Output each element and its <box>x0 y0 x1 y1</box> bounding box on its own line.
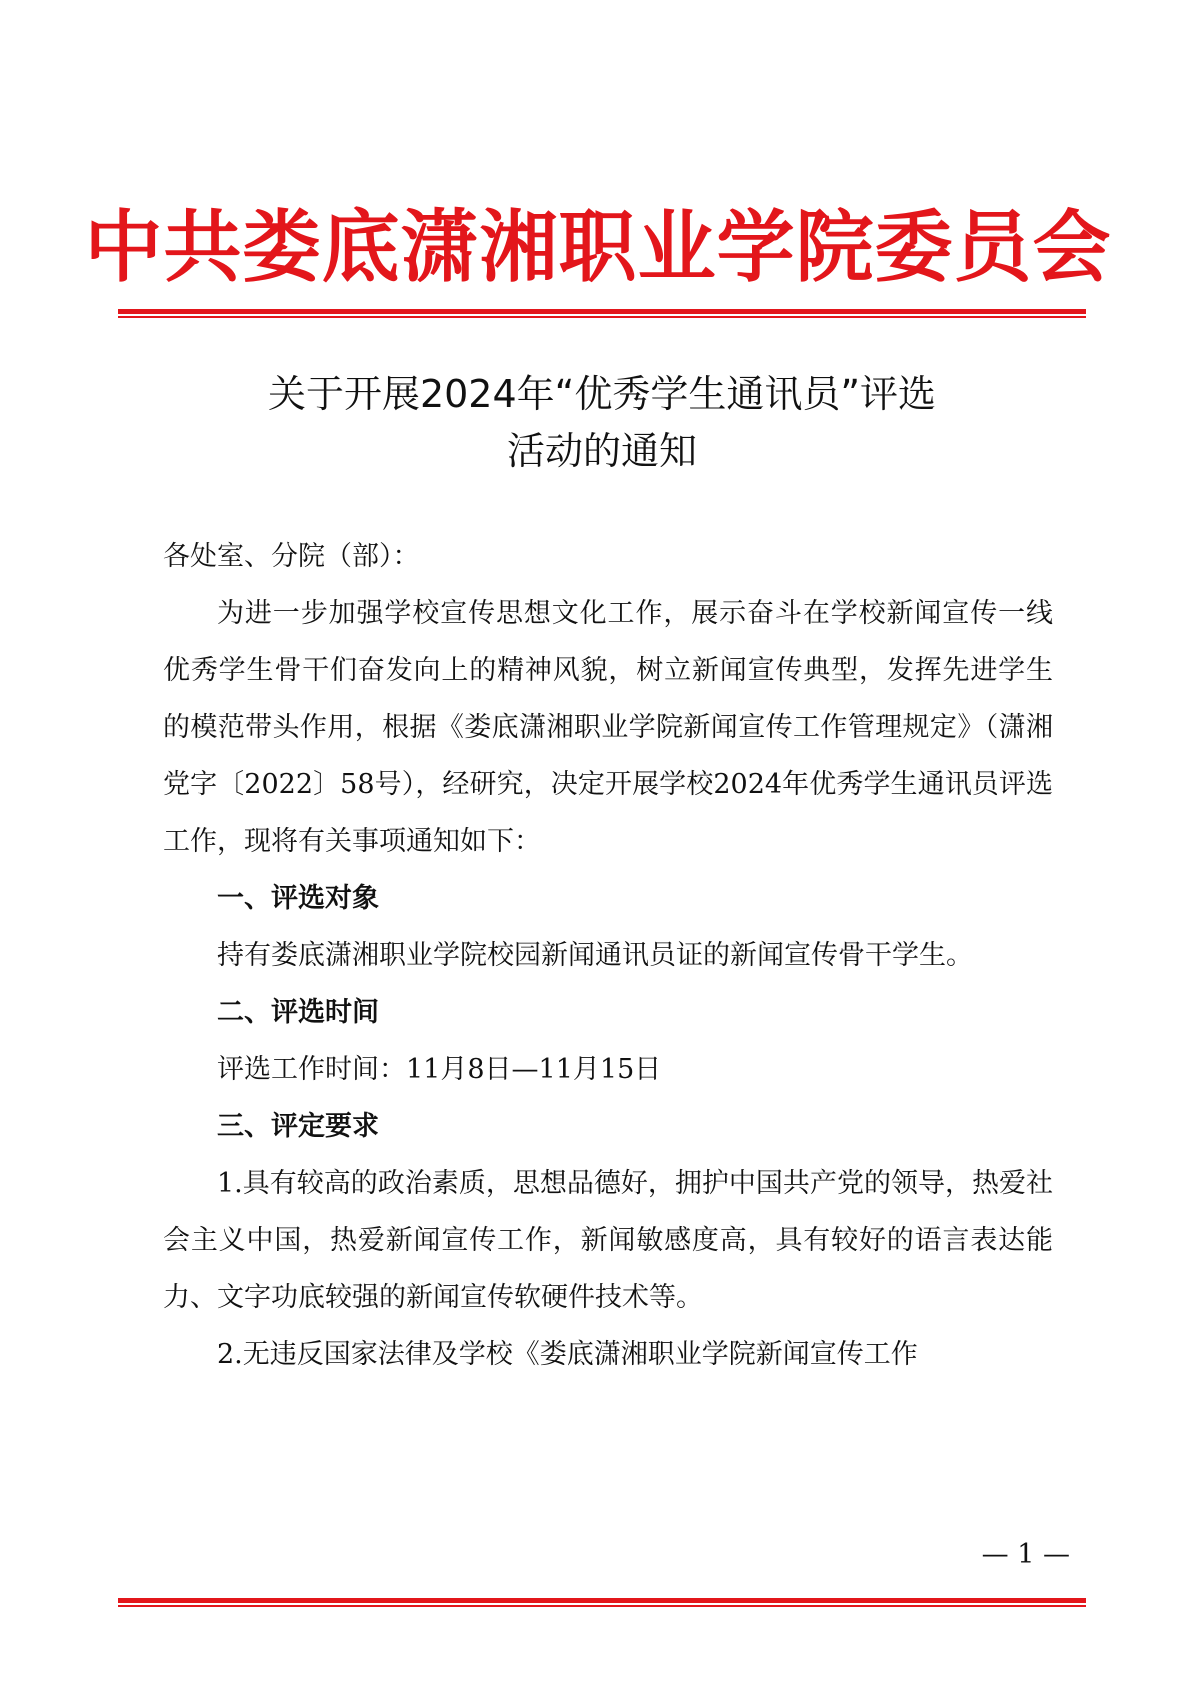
header-rule-thick <box>118 309 1086 314</box>
footer-rule-thin <box>118 1605 1086 1607</box>
document-title-line2: 活动的通知 <box>506 429 697 473</box>
intro-paragraph: 为进一步加强学校宣传思想文化工作，展示奋斗在学校新闻宣传一线优秀学生骨干们奋发向上的精神风貌，树立新闻宣传典型，发挥先进学生的模范带头作用，根据《娄底潇湘职业学院新闻宣传工作管理规定》（潇湘党字〔2022〕58号），经研究，决定开展学校2024年优秀学生通讯员评选工作，现将有关事项通知如下： <box>163 598 1053 857</box>
requirement-item-2: 2.无违反国家法律及学校《娄底潇湘职业学院新闻宣传工作 <box>217 1339 918 1370</box>
salutation: 各处室、分院（部）： <box>163 541 420 572</box>
section-heading-time: 二、评选时间 <box>217 997 379 1028</box>
section-paragraph-time: 评选工作时间：11月8日—11月15日 <box>217 1054 662 1085</box>
document-title-line1: 关于开展2024年“优秀学生通讯员”评选 <box>267 372 937 416</box>
section-heading-target: 一、评选对象 <box>217 883 379 914</box>
requirement-item-1: 1.具有较高的政治素质，思想品德好，拥护中国共产党的领导，热爱社会主义中国，热爱新闻宣传工作，新闻敏感度高，具有较好的语言表达能力、文字功底较强的新闻宣传软硬件技术等。 <box>163 1168 1053 1313</box>
org-masthead: 中共娄底潇湘职业学院委员会 <box>84 201 1112 293</box>
section-paragraph-target: 持有娄底潇湘职业学院校园新闻通讯员证的新闻宣传骨干学生。 <box>217 940 973 971</box>
header-rule-thin <box>118 316 1086 318</box>
page-number: — 1 — <box>981 1539 1070 1570</box>
footer-rule-thick <box>118 1598 1086 1603</box>
section-heading-requirements: 三、评定要求 <box>217 1111 379 1142</box>
document-body <box>163 528 1053 1383</box>
